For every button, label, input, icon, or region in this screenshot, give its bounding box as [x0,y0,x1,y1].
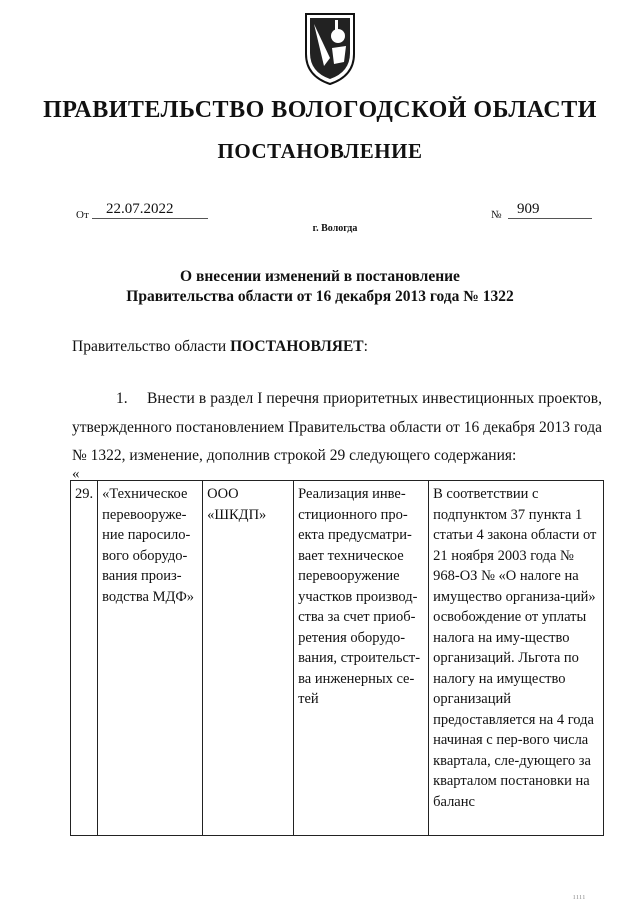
number-label: № [491,209,502,221]
project-name-cell: «Техническое перевооруже-ние паросило-вого оборудо-вания произ-водства МДФ» [98,481,203,836]
intro-colon: : [363,338,368,355]
company-cell: ООО «ШКДП» [203,481,294,836]
coat-of-arms-icon [300,8,360,88]
item-number: 1. [116,390,128,407]
subject-line-1: О внесении изменений в постановление [180,268,460,285]
date-label: От [76,209,89,221]
city: г. Вологда [312,223,358,234]
row-number-cell: 29. [71,481,98,836]
date-value: 22.07.2022 [92,201,208,219]
government-title: ПРАВИТЕЛЬСТВО ВОЛОГОДСКОЙ ОБЛАСТИ [43,97,597,123]
item-1-paragraph [72,385,602,471]
item-text: Внести в раздел I перечня приоритетных инвестиционных проектов, утвержденного постановлением Правительства области от 16 декабря 2013 года № 1322, изменение, дополнив строкой 29 следующего содержания: [72,390,602,464]
table-row [71,481,604,836]
benefit-cell: В соответствии с подпунктом 37 пункта 1 статьи 4 закона области от 21 ноября 2003 года № 968-ОЗ № «О налоге на имущество организа-ций» освобождение от уплаты налога на иму-щество организаций. Льгота по налогу на имущество организаций предоставляется на 4 года начиная с пер-вого числа квартала, сле-дующего за кварталом постановки на баланс [429,481,604,836]
scan-mark: ıııı [573,892,586,901]
open-quote: « [72,466,80,482]
intro-keyword: ПОСТАНОВЛЯЕТ [230,338,364,355]
document-subject [0,267,640,307]
number-value: 909 [508,201,592,219]
description-cell: Реализация инве-стиционного про-екта предусматри-вает техническое перевооружение участков производ-ства за счет приоб-ретения оборудо-вания, строительст-ва инженерных се-тей [294,481,429,836]
intro-text: Правительство области [72,338,231,355]
decree-intro [72,338,368,356]
subject-line-2: Правительства области от 16 декабря 2013 года № 1322 [126,288,514,305]
document-type: ПОСТАНОВЛЕНИЕ [217,139,423,163]
projects-table [70,480,604,836]
